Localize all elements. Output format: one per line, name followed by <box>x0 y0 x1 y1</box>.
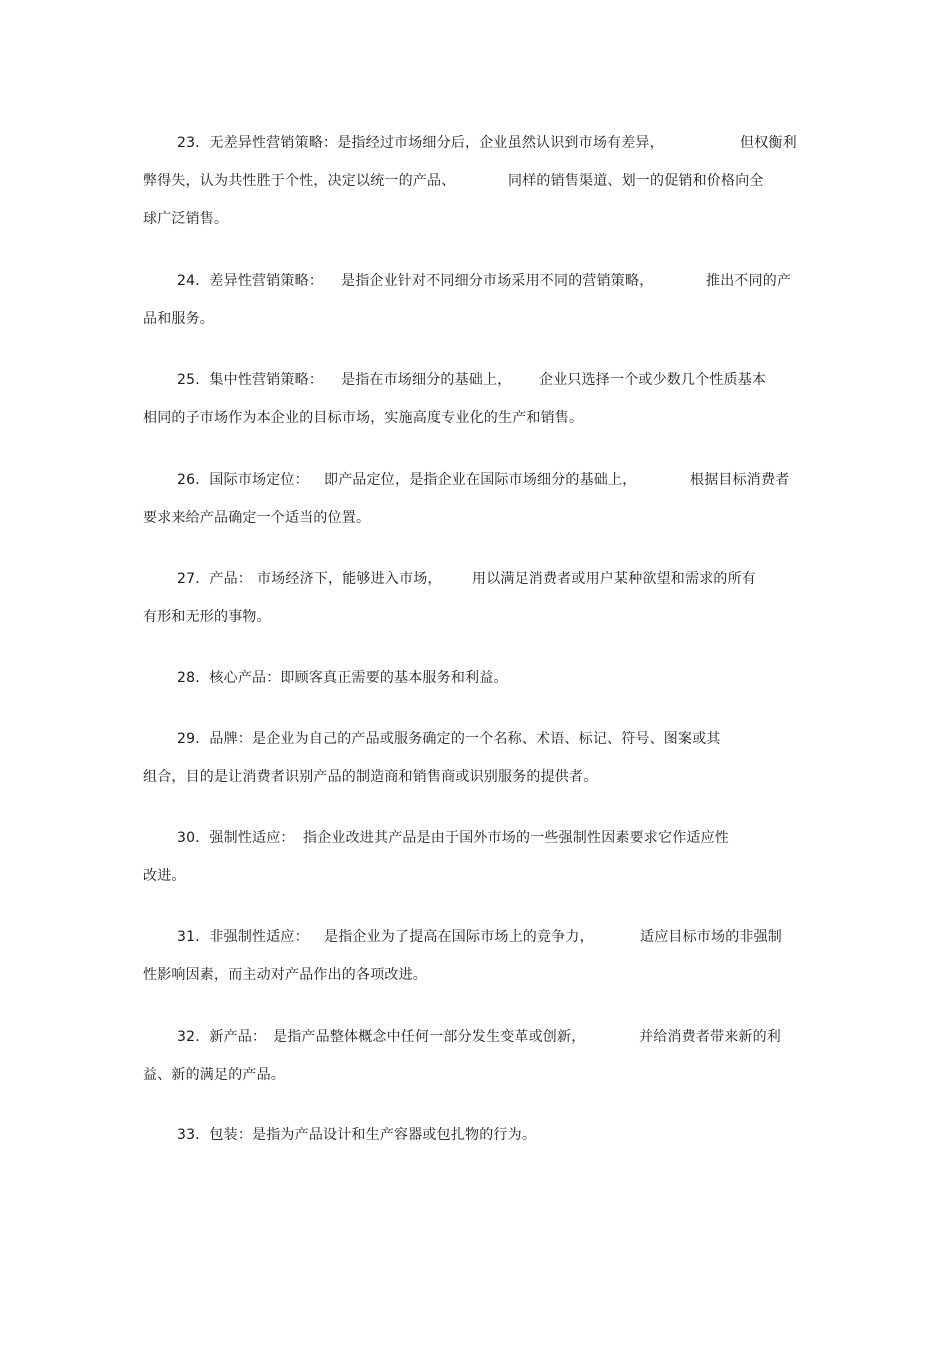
entry-27-line-2: 有形和无形的事物。 <box>143 609 271 625</box>
entry-26-line-1a: 26．国际市场定位： <box>177 472 309 488</box>
entry-32-line-1b: 是指产品整体概念中任何一部分发生变革或创新， <box>273 1029 586 1045</box>
entry-32-line-1c: 并给消费者带来新的利 <box>639 1029 781 1045</box>
entry-24-line-2: 品和服务。 <box>143 311 214 327</box>
entry-25-line-2: 相同的子市场作为本企业的目标市场，实施高度专业化的生产和销售。 <box>143 410 584 426</box>
entry-23-line-2a: 弊得失，认为共性胜于个性，决定以统一的产品、 <box>143 173 456 189</box>
entry-29-line-1: 29．品牌：是企业为自己的产品或服务确定的一个名称、术语、标记、符号、图案或其 <box>177 731 721 747</box>
entry-27-line-1b: 市场经济下，能够进入市场， <box>257 571 442 587</box>
entry-24-line-1a: 24．差异性营销策略： <box>177 273 324 289</box>
entry-32-line-1a: 32．新产品： <box>177 1029 267 1045</box>
entry-23-line-3: 球广泛销售。 <box>143 211 229 227</box>
entry-32-line-2: 益、新的满足的产品。 <box>143 1067 285 1083</box>
entry-30-line-2: 改进。 <box>143 868 186 884</box>
entry-24-line-1b: 是指企业针对不同细分市场采用不同的营销策略， <box>341 273 654 289</box>
entry-30-line-1b: 指企业改进其产品是由于国外市场的一些强制性因素要求它作适应性 <box>303 830 729 846</box>
entry-29-line-2: 组合，目的是让消费者识别产品的制造商和销售商或识别服务的提供者。 <box>143 769 598 785</box>
entry-26-line-2: 要求来给产品确定一个适当的位置。 <box>143 510 371 526</box>
entry-30-line-1a: 30．强制性适应： <box>177 830 295 846</box>
entry-25-line-1a: 25．集中性营销策略： <box>177 372 324 388</box>
entry-31-line-1b: 是指企业为了提高在国际市场上的竞争力， <box>324 929 594 945</box>
entry-23-line-1a: 23．无差异性营销策略：是指经过市场细分后，企业虽然认识到市场有差异， <box>177 135 664 151</box>
entry-27-line-1a: 27．产品： <box>177 571 253 587</box>
entry-31-line-1c: 适应目标市场的非强制 <box>640 929 782 945</box>
entry-27-line-1c: 用以满足消费者或用户某种欲望和需求的所有 <box>472 571 756 587</box>
entry-23-line-2b: 同样的销售渠道、划一的促销和价格向全 <box>508 173 764 189</box>
entry-24-line-1c: 推出不同的产 <box>706 273 792 289</box>
entry-25-line-1c: 企业只选择一个或少数几个性质基本 <box>539 372 767 388</box>
entry-31-line-2: 性影响因素，而主动对产品作出的各项改进。 <box>143 967 427 983</box>
entry-26-line-1b: 即产品定位，是指企业在国际市场细分的基础上， <box>324 472 637 488</box>
entry-26-line-1c: 根据目标消费者 <box>690 472 790 488</box>
entry-25-line-1b: 是指在市场细分的基础上， <box>341 372 512 388</box>
entry-31-line-1a: 31．非强制性适应： <box>177 929 309 945</box>
entry-33-line-1: 33．包装：是指为产品设计和生产容器或包扎物的行为。 <box>177 1127 537 1143</box>
entry-28-line-1: 28．核心产品：即顾客真正需要的基本服务和利益。 <box>177 670 508 686</box>
entry-23-line-1b: 但权衡利 <box>740 135 797 151</box>
